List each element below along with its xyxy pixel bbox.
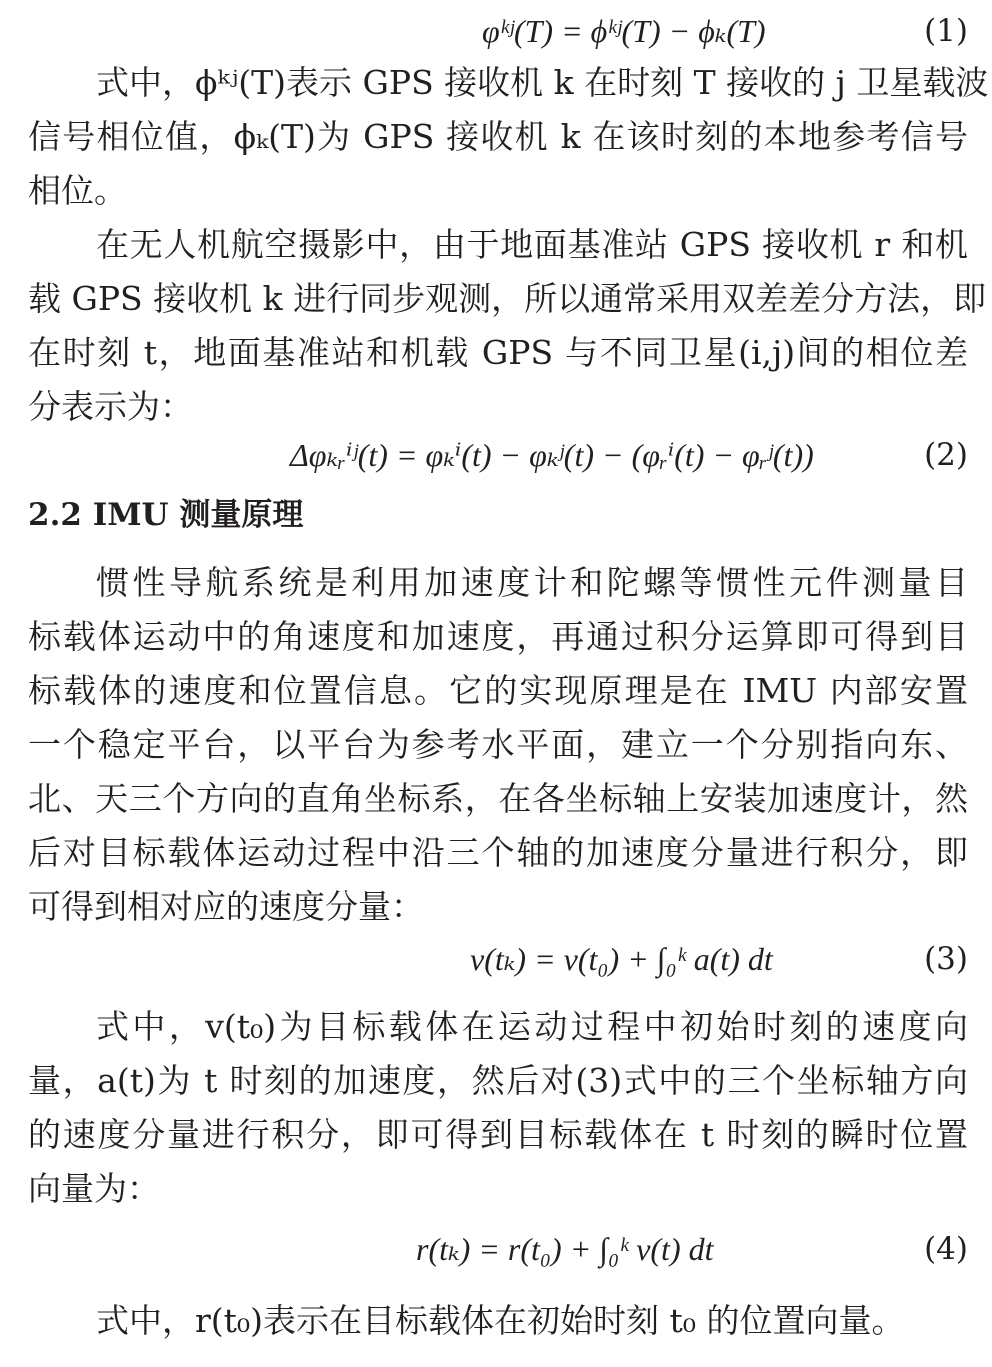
equation-3-number: (3) — [924, 941, 968, 977]
equation-4-number: (4) — [924, 1231, 968, 1267]
equation-1-number: (1) — [924, 13, 968, 49]
paragraph-line: 式中，r(t₀)表示在目标载体在初始时刻 t₀ 的位置向量。 — [96, 1301, 905, 1340]
paragraph-line: 标载体运动中的角速度和加速度，再通过积分运算即可得到目 — [28, 617, 968, 656]
equation-3: v(tₖ) = v(t₀) + ∫₀ᵏ a(t) dt — [470, 941, 773, 977]
paragraph-line: 分表示为： — [28, 387, 193, 426]
paragraph-line: 的速度分量进行积分，即可得到目标载体在 t 时刻的瞬时位置 — [28, 1115, 968, 1154]
paragraph-line: 式中，v(t₀)为目标载体在运动过程中初始时刻的速度向 — [96, 1007, 968, 1046]
paragraph-line: 后对目标载体运动过程中沿三个轴的加速度分量进行积分，即 — [28, 833, 968, 872]
equation-2-number: (2) — [924, 437, 968, 473]
paragraph-line: 向量为： — [28, 1169, 160, 1208]
paragraph-line: 惯性导航系统是利用加速度计和陀螺等惯性元件测量目 — [96, 563, 968, 602]
equation-1: φᵏʲ(T) = ϕᵏʲ(T) − ϕₖ(T) — [482, 13, 766, 49]
paragraph-line: 可得到相对应的速度分量： — [28, 887, 424, 926]
equation-2: Δφₖᵣⁱʲ(t) = φₖⁱ(t) − φₖʲ(t) − (φᵣⁱ(t) − φᵣʲ(t)) — [290, 437, 814, 473]
paragraph-line: 标载体的速度和位置信息。它的实现原理是在 IMU 内部安置 — [28, 671, 968, 710]
paragraph-line: 相位。 — [28, 171, 127, 210]
equation-4: r(tₖ) = r(t₀) + ∫₀ᵏ v(t) dt — [416, 1231, 714, 1267]
paragraph-line: 在无人机航空摄影中，由于地面基准站 GPS 接收机 r 和机 — [96, 225, 968, 264]
paragraph-line: 一个稳定平台，以平台为参考水平面，建立一个分别指向东、 — [28, 725, 968, 764]
paragraph-line: 载 GPS 接收机 k 进行同步观测，所以通常采用双差差分方法，即 — [28, 279, 987, 318]
paragraph-line: 在时刻 t，地面基准站和机载 GPS 与不同卫星(i,j)间的相位差 — [28, 333, 968, 372]
paragraph-line: 信号相位值，ϕₖ(T)为 GPS 接收机 k 在该时刻的本地参考信号 — [28, 117, 968, 156]
paragraph-line: 量，a(t)为 t 时刻的加速度，然后对(3)式中的三个坐标轴方向 — [28, 1061, 968, 1100]
paragraph-line: 式中，ϕᵏʲ(T)表示 GPS 接收机 k 在时刻 T 接收的 j 卫星载波 — [96, 63, 989, 102]
paragraph-line: 北、天三个方向的直角坐标系，在各坐标轴上安装加速度计，然 — [28, 779, 968, 818]
section-heading: 2.2 IMU 测量原理 — [28, 497, 304, 533]
